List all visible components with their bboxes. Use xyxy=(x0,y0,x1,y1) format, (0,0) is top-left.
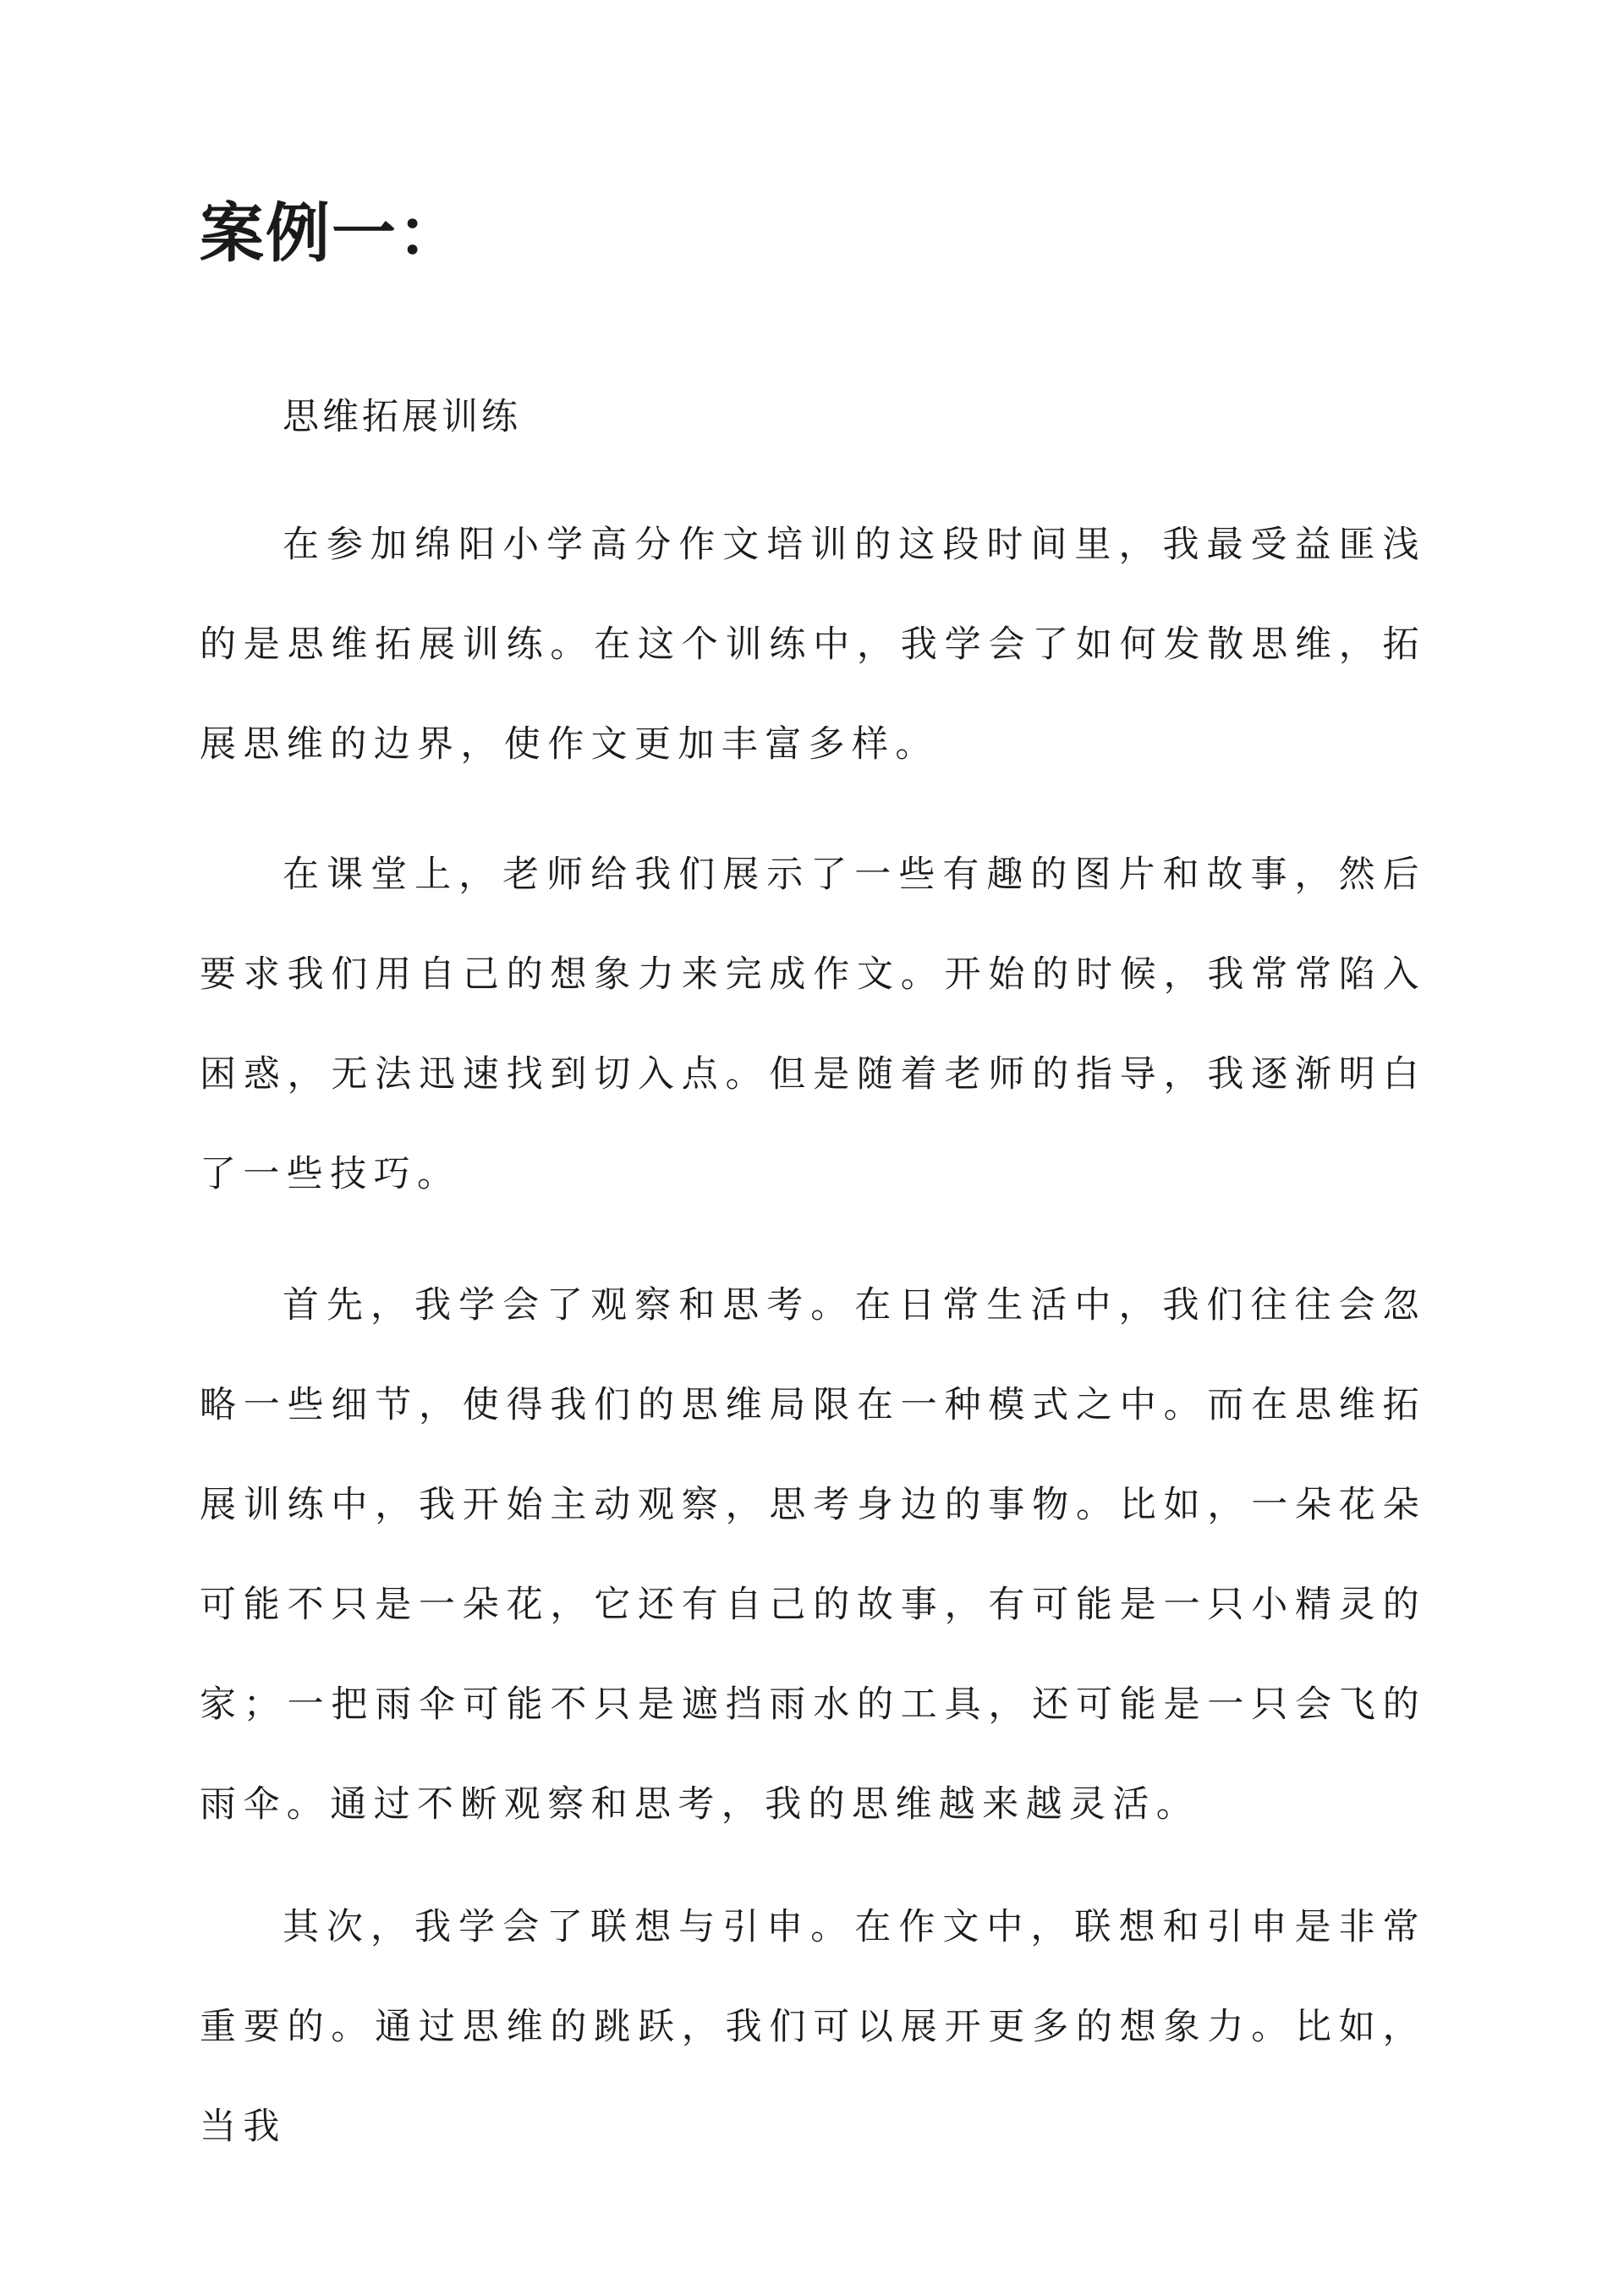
paragraph-3: 首先，我学会了观察和思考。在日常生活中，我们往往会忽略一些细节，使得我们的思维局限在一种模式之中。而在思维拓展训练中，我开始主动观察，思考身边的事物。比如，一朵花朵可能不只是一朵花，它还有自己的故事，有可能是一只小精灵的家；一把雨伞可能不只是遮挡雨水的工具，还可能是一只会飞的雨伞。通过不断观察和思考，我的思维越来越灵活。 xyxy=(200,1284,1426,1826)
case-heading: 案例一： xyxy=(200,195,464,271)
section-subtitle: 思维拓展训练 xyxy=(283,396,521,438)
paragraph-4: 其次，我学会了联想与引申。在作文中，联想和引申是非常重要的。通过思维的跳跃，我们可以展开更多的想象力。比如，当我 xyxy=(200,1906,1426,2148)
paragraph-1: 在参加绵阳小学高分作文培训的这段时间里，我最受益匪浅的是思维拓展训练。在这个训练中，我学会了如何发散思维，拓展思维的边界，使作文更加丰富多样。 xyxy=(200,524,1426,766)
paragraph-2: 在课堂上，老师给我们展示了一些有趣的图片和故事，然后要求我们用自己的想象力来完成作文。开始的时候，我常常陷入困惑，无法迅速找到切入点。但是随着老师的指导，我逐渐明白了一些技巧。 xyxy=(200,854,1426,1195)
